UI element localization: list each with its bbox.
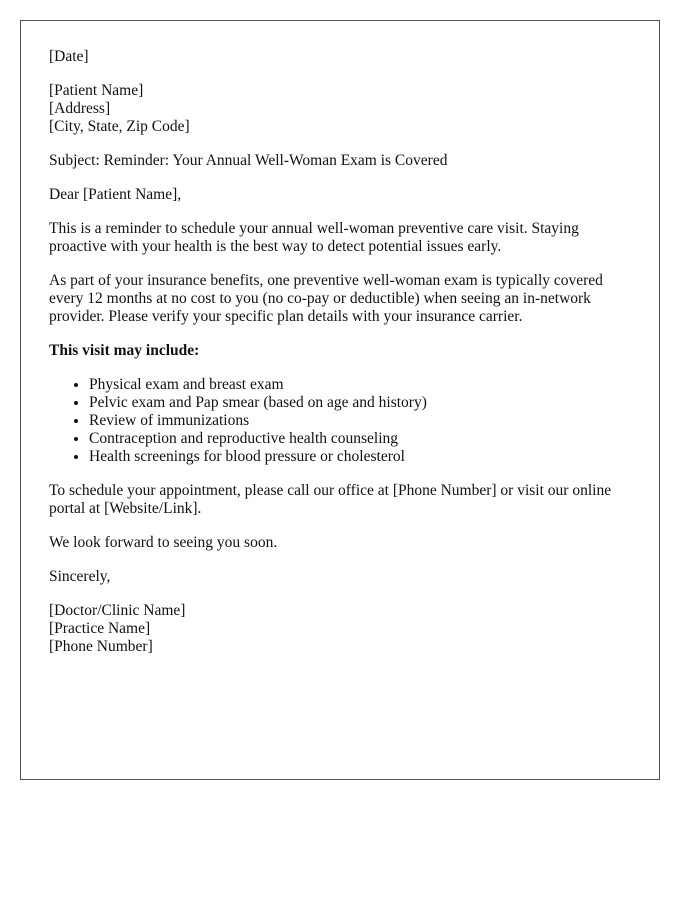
letter-date: [Date] <box>49 48 89 65</box>
list-item: • Physical exam and breast exam <box>89 376 631 394</box>
letter-closing: Sincerely, <box>49 568 111 585</box>
signature-block <box>49 602 631 656</box>
signature-practice: [Practice Name] <box>49 620 151 637</box>
body-paragraph-closing-remark: We look forward to seeing you soon. <box>49 534 278 551</box>
recipient-name: [Patient Name] <box>49 82 144 99</box>
includes-heading: This visit may include: <box>49 342 200 359</box>
letter-page <box>20 20 660 780</box>
letter-subject: Subject: Reminder: Your Annual Well-Woman Exam is Covered <box>49 152 448 169</box>
letter-salutation: Dear [Patient Name], <box>49 186 182 203</box>
body-paragraph-coverage: As part of your insurance benefits, one preventive well-woman exam is typically covered every 12 months at no cost to you (no co-pay or deductible) when seeing an in-network provider. Please verify your specific plan details with your insurance carrier. <box>49 272 603 325</box>
recipient-city-state-zip: [City, State, Zip Code] <box>49 118 190 135</box>
list-item: • Pelvic exam and Pap smear (based on age and history) <box>89 394 631 412</box>
body-paragraph-reminder: This is a reminder to schedule your annual well-woman preventive care visit. Staying proactive with your health is the best way to detect potential issues early. <box>49 220 579 255</box>
body-paragraph-schedule: To schedule your appointment, please call our office at [Phone Number] or visit our online portal at [Website/Link]. <box>49 482 612 517</box>
list-item: • Review of immunizations <box>89 412 631 430</box>
recipient-address: [Address] <box>49 100 111 117</box>
signature-doctor: [Doctor/Clinic Name] <box>49 602 186 619</box>
list-item: • Health screenings for blood pressure or cholesterol <box>89 448 631 466</box>
list-item: • Contraception and reproductive health counseling <box>89 430 631 448</box>
recipient-block <box>49 82 631 136</box>
includes-list <box>49 376 631 466</box>
signature-phone: [Phone Number] <box>49 638 153 655</box>
